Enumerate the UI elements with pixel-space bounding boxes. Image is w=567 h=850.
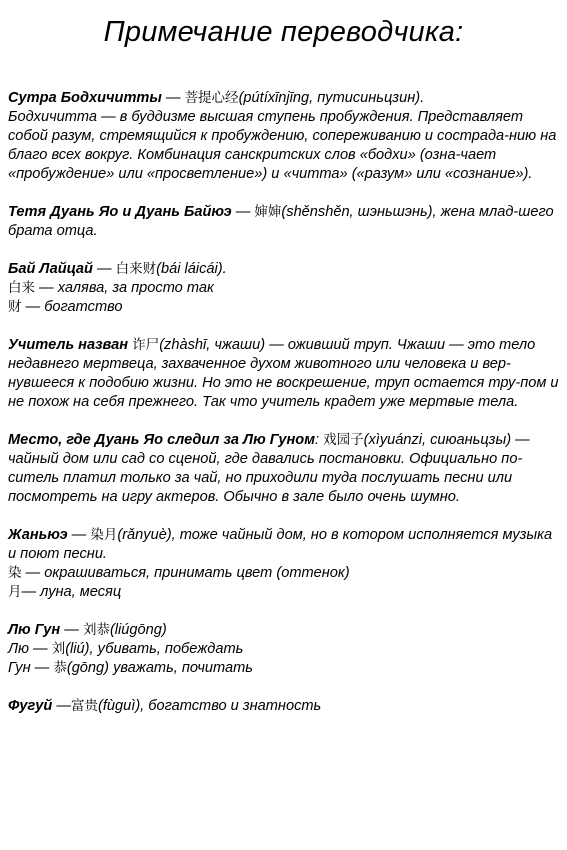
note-text: (xìyuánzi, сиюаньцзы) — чайный дом или сад со сценой, где давались постановки. Официально по-ситель платил только за чай, но приходили туда послушать песни или посмотреть на игру актеров. Обычно в зале было очень шумно. bbox=[8, 432, 530, 505]
note-line bbox=[8, 640, 559, 659]
hanzi-term: 月 bbox=[8, 584, 22, 600]
note-text: — bbox=[67, 527, 91, 543]
note-line bbox=[8, 298, 559, 317]
note-entry bbox=[8, 431, 559, 507]
page-title: Примечание переводчика: bbox=[103, 16, 464, 48]
note-line bbox=[8, 621, 559, 640]
note-term: Бай Лайцай bbox=[8, 261, 93, 277]
note-line bbox=[8, 583, 559, 602]
note-entry bbox=[8, 260, 559, 317]
note-line bbox=[8, 108, 559, 184]
note-text: Бодхичитта — в буддизме высшая ступень пробуждения. Представляет собой разум, стремящийся к пробуждению, сопереживанию и сострада-нию на благо всех вокруг. Комбинация санскритских слов «бодхи» (озна-чает «пробуждение» или «просветление») и «читта» («разум» или «сознание»). bbox=[8, 109, 557, 182]
hanzi-term: 刘 bbox=[51, 641, 66, 657]
note-entry bbox=[8, 697, 559, 716]
hanzi-term: 富贵 bbox=[71, 698, 98, 714]
note-text: (bái láicái). bbox=[156, 261, 227, 277]
note-entry bbox=[8, 336, 559, 412]
note-text: (gōng) уважать, почитать bbox=[66, 660, 253, 676]
note-term: Сутра Бодхичитты bbox=[8, 90, 162, 106]
note-text: (rǎnyuè), тоже чайный дом, но в котором исполняется музыка и поют песни. bbox=[8, 527, 553, 562]
hanzi-term: 财 bbox=[8, 299, 22, 315]
note-line bbox=[8, 203, 559, 241]
note-term: Лю Гун bbox=[8, 622, 61, 638]
note-text: — окрашиваться, принимать цвет (оттенок) bbox=[21, 565, 350, 581]
note-text: (liú), убивать, побеждать bbox=[65, 641, 244, 657]
note-line bbox=[8, 526, 559, 564]
note-line bbox=[8, 431, 559, 507]
note-text: — bbox=[52, 698, 71, 714]
note-text: — bbox=[161, 90, 185, 106]
note-text: — bbox=[60, 622, 83, 638]
note-text: (liúgōng) bbox=[109, 622, 167, 638]
note-line bbox=[8, 89, 559, 108]
hanzi-term: 婶婶 bbox=[254, 204, 282, 220]
note-line bbox=[8, 336, 559, 412]
note-text: Гун — bbox=[8, 660, 54, 676]
hanzi-term: 染 bbox=[8, 565, 22, 581]
note-text: — bbox=[231, 204, 255, 220]
note-text: (shěnshěn, шэньшэнь), жена млад-шего брата отца. bbox=[8, 204, 554, 239]
hanzi-term: 戏园子 bbox=[323, 432, 364, 448]
note-entry bbox=[8, 89, 559, 184]
note-term: Тетя Дуань Яо и Дуань Байюэ bbox=[8, 204, 232, 220]
note-line bbox=[8, 697, 559, 716]
note-text: — луна, месяц bbox=[21, 584, 122, 600]
note-term: Место, где Дуань Яо следил за Лю Гуном bbox=[8, 432, 315, 448]
note-line bbox=[8, 260, 559, 279]
hanzi-term: 白来 bbox=[8, 280, 35, 296]
note-line bbox=[8, 279, 559, 298]
note-entry bbox=[8, 526, 559, 602]
note-entry bbox=[8, 621, 559, 678]
hanzi-term: 恭 bbox=[53, 660, 67, 676]
hanzi-term: 染月 bbox=[90, 527, 118, 543]
note-text: — халява, за просто так bbox=[35, 280, 214, 296]
note-text: Лю — bbox=[8, 641, 52, 657]
note-text: — bbox=[92, 261, 116, 277]
note-term: Учитель назван bbox=[8, 337, 129, 353]
hanzi-term: 菩提心经 bbox=[184, 90, 239, 106]
note-text: — богатство bbox=[21, 299, 123, 315]
hanzi-term: 刘恭 bbox=[82, 622, 110, 638]
note-term: Фугуй bbox=[8, 698, 53, 714]
hanzi-term: 白来财 bbox=[115, 261, 157, 277]
note-line bbox=[8, 659, 559, 678]
note-text: (fùguì), богатство и знатность bbox=[98, 698, 322, 714]
note-entry bbox=[8, 203, 559, 241]
note-term: Жаньюэ bbox=[8, 527, 68, 543]
note-text: : bbox=[315, 432, 324, 448]
translator-notes bbox=[8, 89, 559, 735]
note-line bbox=[8, 564, 559, 583]
note-text: (pútíxīnjīng, путисиньцзин). bbox=[238, 90, 425, 106]
note-text: (zhàshī, чжаши) — оживший труп. Чжаши — это тело недавнего мертвеца, захваченное духом животного или человека и вер-нувшееся к подобию жизни. Но это не воскрешение, труп остается тру-пом и не похож на себя прежнего. Так что учитель крадет уже мертвые тела. bbox=[8, 337, 559, 410]
hanzi-term: 诈尸 bbox=[132, 337, 160, 353]
